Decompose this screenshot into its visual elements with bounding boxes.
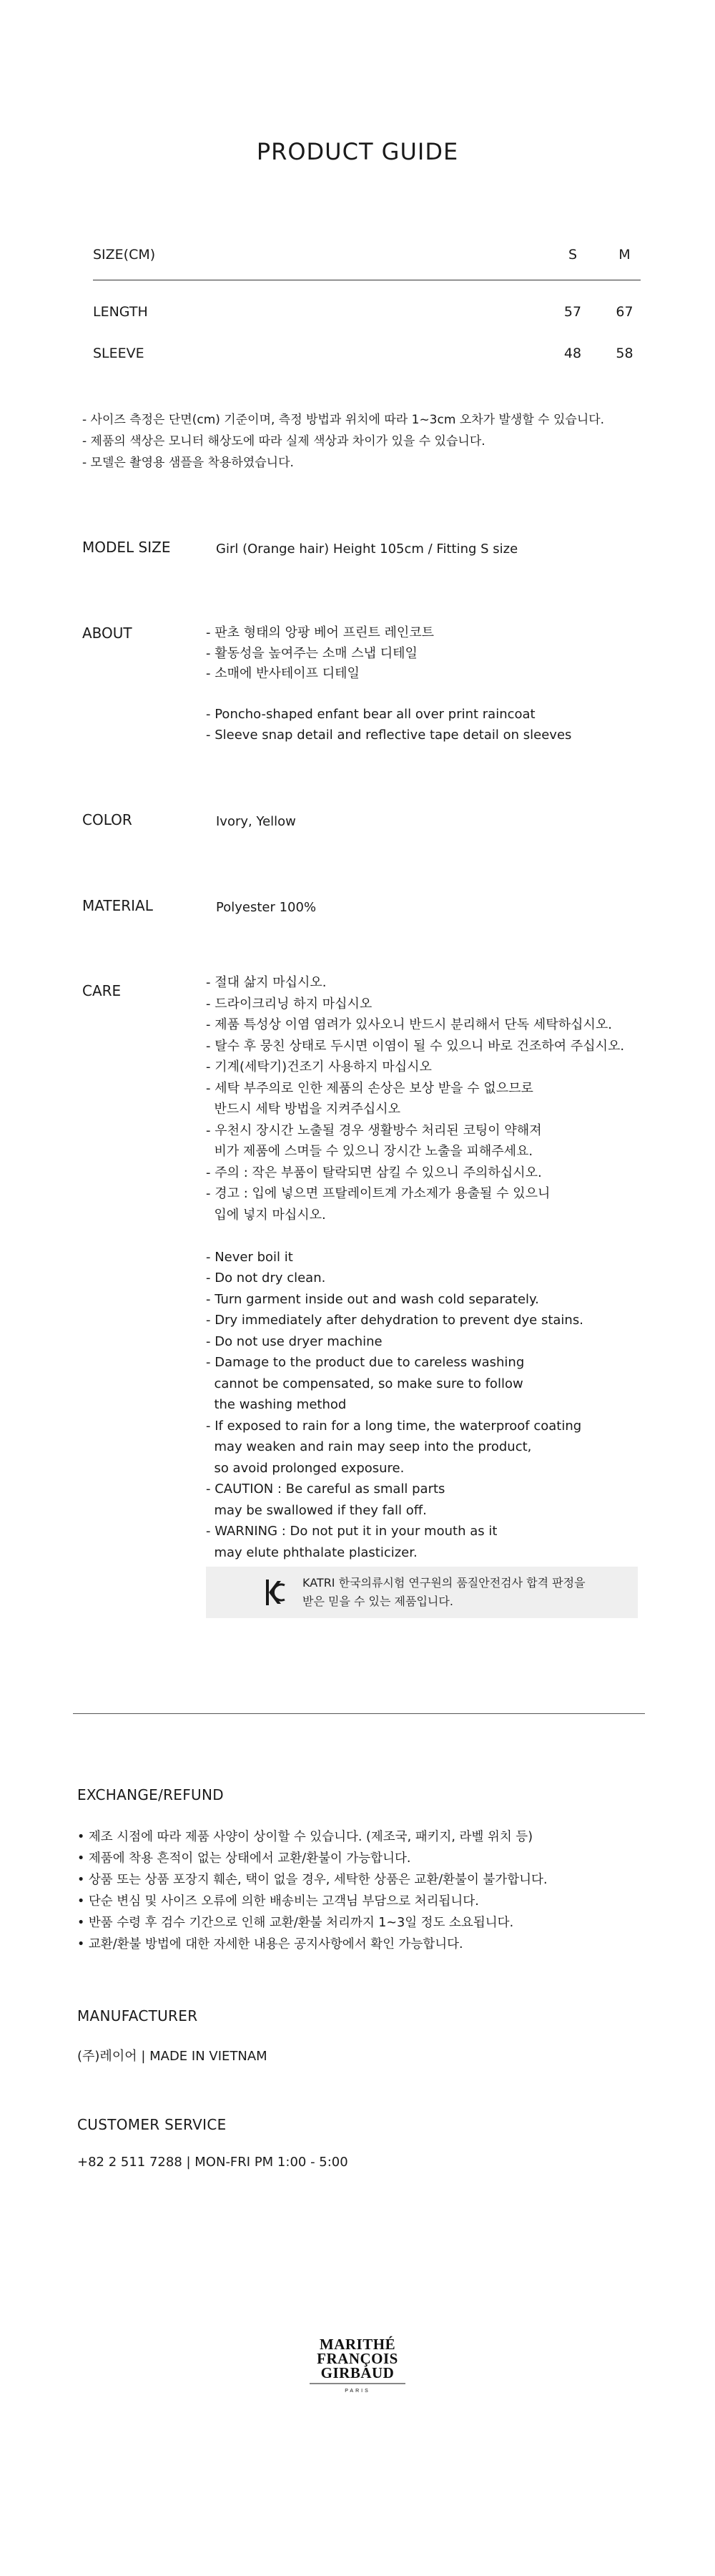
about-line: - Sleeve snap detail and reflective tape detail on sleeves	[206, 727, 572, 743]
about-line: - 활동성을 높여주는 소매 스냅 디테일	[206, 645, 418, 661]
about-line	[206, 685, 571, 705]
care-line: may be swallowed if they fall off.	[206, 1502, 427, 1518]
care-line: - If exposed to rain for a long time, the waterproof coating	[206, 1418, 582, 1434]
care-line: 반드시 세탁 방법을 지켜주십시오	[206, 1102, 401, 1117]
list-item: • 단순 변심 및 사이즈 오류에 의한 배송비는 고객님 부담으로 처리됩니다.	[77, 1894, 479, 1909]
note-line: - 제품의 색상은 모니터 해상도에 따라 실제 색상과 차이가 있을 수 있습니다.	[82, 434, 485, 449]
exchange-heading: EXCHANGE/REFUND	[77, 1786, 224, 1803]
section-divider	[73, 1713, 645, 1714]
page-title: PRODUCT GUIDE	[256, 138, 459, 165]
model-size-value: Girl (Orange hair) Height 105cm / Fitting S size	[216, 542, 518, 557]
about-line: - 소매에 반사테이프 디테일	[206, 666, 360, 681]
care-line: so avoid prolonged exposure.	[206, 1460, 405, 1476]
brand-logo	[304, 2333, 411, 2398]
care-line: may weaken and rain may seep into the product,	[206, 1439, 532, 1454]
care-line: - 주의 : 작은 부품이 탈락되면 삼킬 수 있으니 주의하십시오.	[206, 1165, 542, 1180]
about-line: - 판초 형태의 앙팡 베어 프린트 레인코트	[206, 625, 435, 640]
about-label: ABOUT	[82, 625, 132, 642]
size-header-s: S	[568, 247, 578, 263]
care-line: - 우천시 장시간 노출될 경우 생활방수 처리된 코팅이 약해져	[206, 1122, 542, 1138]
care-line: - Do not dry clean.	[206, 1270, 326, 1285]
list-item: • 교환/환불 방법에 대한 자세한 내용은 공지사항에서 확인 가능합니다.	[77, 1937, 463, 1951]
care-line: may elute phthalate plasticizer.	[206, 1544, 418, 1560]
customer-service-heading: CUSTOMER SERVICE	[77, 2116, 227, 2133]
material-value: Polyester 100%	[216, 900, 317, 915]
model-size-label: MODEL SIZE	[82, 539, 171, 556]
care-line: the washing method	[206, 1397, 347, 1412]
care-line: - 제품 특성상 이염 염려가 있사오니 반드시 분리해서 단독 세탁하십시오.	[206, 1017, 612, 1032]
about-line: - Poncho-shaped enfant bear all over print raincoat	[206, 707, 536, 722]
list-item: • 제품에 착용 흔적이 없는 상태에서 교환/환불이 가능합니다.	[77, 1851, 411, 1866]
care-line: - Dry immediately after dehydration to prevent dye stains.	[206, 1313, 583, 1328]
row-value-s: 57	[563, 304, 582, 320]
care-line: - Never boil it	[206, 1249, 293, 1265]
care-line: - Do not use dryer machine	[206, 1333, 383, 1349]
care-label: CARE	[82, 982, 122, 999]
katri-line: 받은 믿을 수 있는 제품입니다.	[302, 1595, 453, 1608]
list-item: • 제조 시점에 따라 제품 사양이 상이할 수 있습니다. (제조국, 패키지, 라벨 위치 등)	[77, 1830, 533, 1844]
customer-service-value: +82 2 511 7288 | MON-FRI PM 1:00 - 5:00	[77, 2155, 348, 2170]
table-row	[93, 346, 641, 387]
care-line: - 드라이크리닝 하지 마십시오	[206, 996, 373, 1012]
care-line: - 절대 삶지 마십시오.	[206, 975, 327, 990]
size-header-label: SIZE(CM)	[93, 247, 156, 263]
about-text	[206, 623, 571, 745]
kc-mark-icon	[265, 1577, 286, 1608]
manufacturer-value: (주)레이어 | MADE IN VIETNAM	[77, 2049, 267, 2064]
care-line	[206, 1225, 624, 1247]
list-item: • 상품 또는 상품 포장지 훼손, 택이 없을 경우, 세탁한 상품은 교환/환불이 불가합니다.	[77, 1873, 548, 1887]
care-line: - Turn garment inside out and wash cold separately.	[206, 1291, 539, 1307]
manufacturer-heading: MANUFACTURER	[77, 2007, 198, 2024]
color-value: Ivory, Yellow	[216, 814, 296, 829]
row-value-s: 48	[563, 346, 582, 361]
logo-sub: PARIS	[345, 2389, 370, 2394]
size-header-m: M	[618, 247, 631, 263]
care-line: 입에 넣지 마십시오.	[206, 1207, 326, 1223]
size-table	[93, 247, 641, 387]
care-line: - 기계(세탁기)건조기 사용하지 마십시오	[206, 1059, 432, 1074]
row-label: LENGTH	[93, 304, 148, 320]
katri-line: KATRI 한국의류시험 연구원의 품질안전검사 합격 판정을	[302, 1576, 586, 1590]
care-line: - CAUTION : Be careful as small parts	[206, 1482, 445, 1497]
material-label: MATERIAL	[82, 897, 153, 914]
table-row	[93, 304, 641, 346]
size-table-header	[93, 247, 641, 280]
exchange-list	[77, 1826, 548, 1955]
note-line: - 모델은 촬영용 샘플을 착용하였습니다.	[82, 456, 294, 470]
row-value-m: 58	[616, 346, 633, 361]
size-notes	[82, 409, 604, 474]
color-label: COLOR	[82, 811, 132, 828]
row-label: SLEEVE	[93, 346, 144, 361]
care-line: 비가 제품에 스며들 수 있으니 장시간 노출을 피해주세요.	[206, 1144, 533, 1159]
care-line: - 경고 : 입에 넣으면 프탈레이트계 가소제가 용출될 수 있으니	[206, 1186, 551, 1201]
care-line: - Damage to the product due to careless washing	[206, 1355, 525, 1370]
note-line: - 사이즈 측정은 단면(cm) 기준이며, 측정 방법과 위치에 따라 1~3cm 오차가 발생할 수 있습니다.	[82, 413, 605, 427]
logo-line: GIRBAUD	[320, 2364, 395, 2381]
care-line: - WARNING : Do not put it in your mouth as it	[206, 1524, 498, 1539]
care-line: cannot be compensated, so make sure to follow	[206, 1376, 523, 1391]
care-instructions	[206, 972, 624, 1563]
care-line: - 탈수 후 뭉친 상태로 두시면 이염이 될 수 있으니 바로 건조하여 주십시오.	[206, 1038, 625, 1054]
care-line: - 세탁 부주의로 인한 제품의 손상은 보상 받을 수 없으므로	[206, 1080, 533, 1096]
row-value-m: 67	[616, 304, 633, 320]
list-item: • 반품 수령 후 검수 기간으로 인해 교환/환불 처리까지 1~3일 정도 소요됩니다.	[77, 1916, 514, 1930]
logo-line: MARITHÉ	[319, 2336, 396, 2353]
katri-certification-box	[206, 1567, 638, 1618]
logo-line: FRANÇOIS	[317, 2350, 398, 2367]
